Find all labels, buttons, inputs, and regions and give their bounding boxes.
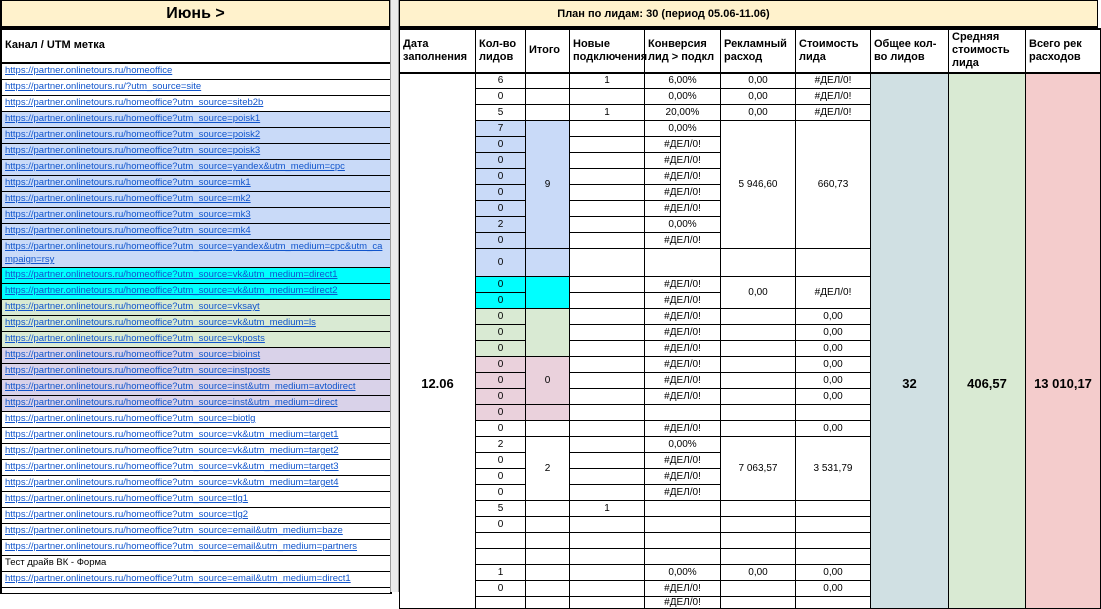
conversion-cell[interactable]: #ДЕЛ/0! (645, 293, 721, 309)
new-connections-cell[interactable] (570, 453, 645, 469)
conversion-cell[interactable]: #ДЕЛ/0! (645, 153, 721, 169)
channel-cell[interactable] (1, 191, 391, 207)
leads-cell[interactable]: 0 (476, 469, 526, 485)
leads-cell[interactable]: 0 (476, 277, 526, 293)
table-row (1, 571, 391, 587)
new-connections-cell[interactable] (570, 581, 645, 597)
new-connections-cell[interactable] (570, 469, 645, 485)
leads-cell[interactable]: 0 (476, 137, 526, 153)
total-cell[interactable] (526, 597, 570, 609)
table-row (1, 299, 391, 315)
ad-spend-cell[interactable] (721, 341, 796, 357)
ad-spend-cell[interactable]: 0,00 (721, 277, 796, 309)
lead-cost-cell[interactable] (796, 249, 871, 277)
leads-cell[interactable]: 0 (476, 453, 526, 469)
leads-cell[interactable]: 0 (476, 249, 526, 277)
channel-cell[interactable] (1, 507, 391, 523)
channel-link[interactable]: https://partner.onlinetours.ru/homeoffice?utm_source=siteb2b (5, 97, 264, 108)
lead-cost-cell[interactable]: #ДЕЛ/0! (796, 89, 871, 105)
conversion-cell[interactable]: 0,00% (645, 121, 721, 137)
new-connections-cell[interactable] (570, 405, 645, 421)
channel-link[interactable]: https://partner.onlinetours.ru/homeoffice?utm_source=email&utm_medium=baze (5, 525, 343, 536)
avg-lead-cost-summary-cell[interactable] (949, 73, 1026, 609)
leads-cell[interactable]: 1 (476, 565, 526, 581)
channel-link[interactable]: https://partner.onlinetours.ru/homeoffice?utm_source=vksayt (5, 301, 260, 312)
ad-spend-cell[interactable] (721, 597, 796, 609)
channel-cell[interactable] (1, 175, 391, 191)
table-row (1, 331, 391, 347)
new-connections-cell[interactable] (570, 565, 645, 581)
new-connections-cell[interactable] (570, 121, 645, 137)
conversion-cell[interactable]: #ДЕЛ/0! (645, 581, 721, 597)
conversion-cell[interactable]: 6,00% (645, 73, 721, 89)
lead-cost-cell[interactable]: 0,00 (796, 421, 871, 437)
conversion-cell[interactable]: #ДЕЛ/0! (645, 373, 721, 389)
table-row (1, 283, 391, 299)
fill-date-cell[interactable] (400, 73, 476, 609)
ad-spend-cell[interactable] (721, 373, 796, 389)
lead-cost-cell[interactable]: #ДЕЛ/0! (796, 73, 871, 89)
new-connections-cell[interactable] (570, 217, 645, 233)
new-connections-cell[interactable] (570, 233, 645, 249)
channel-cell[interactable] (1, 571, 391, 587)
total-cell[interactable] (526, 309, 570, 357)
ad-spend-cell[interactable] (721, 357, 796, 373)
table-row (1, 159, 391, 175)
lead-cost-cell[interactable]: 3 531,79 (796, 437, 871, 501)
col-header-channel: Канал / UTM метка (1, 29, 391, 63)
channel-link[interactable]: https://partner.onlinetours.ru/homeoffice?utm_source=yandex&utm_medium=cpc (5, 161, 345, 172)
new-connections-cell[interactable] (570, 533, 645, 549)
conversion-cell[interactable]: 0,00% (645, 565, 721, 581)
channel-link[interactable]: https://partner.onlinetours.ru/homeoffice?utm_source=vk&utm_medium=target4 (5, 477, 339, 488)
conversion-cell[interactable]: #ДЕЛ/0! (645, 233, 721, 249)
leads-cell[interactable]: 0 (476, 89, 526, 105)
new-connections-cell[interactable] (570, 201, 645, 217)
leads-cell[interactable]: 0 (476, 201, 526, 217)
channel-link[interactable]: https://partner.onlinetours.ru/homeoffice?utm_source=vkposts (5, 333, 265, 344)
conversion-cell[interactable] (645, 517, 721, 533)
channel-link[interactable]: https://partner.onlinetours.ru/homeoffice?utm_source=mk4 (5, 225, 251, 236)
ad-spend-cell[interactable] (721, 421, 796, 437)
channel-link[interactable]: https://partner.onlinetours.ru/homeoffice?utm_source=vk&utm_medium=direct2 (5, 285, 338, 296)
table-row (1, 395, 391, 411)
new-connections-cell[interactable] (570, 517, 645, 533)
conversion-cell[interactable]: #ДЕЛ/0! (645, 485, 721, 501)
channel-cell[interactable] (1, 299, 391, 315)
lead-cost-cell[interactable]: 0,00 (796, 341, 871, 357)
total-cell[interactable] (526, 533, 570, 549)
col-header-new-connections: Новые подключения (570, 29, 645, 73)
total-cell[interactable] (526, 249, 570, 277)
new-connections-cell[interactable] (570, 549, 645, 565)
table-row (1, 143, 391, 159)
leads-cell[interactable]: 0 (476, 309, 526, 325)
leads-cell[interactable]: 0 (476, 405, 526, 421)
table-row (1, 379, 391, 395)
new-connections-cell[interactable] (570, 185, 645, 201)
ad-spend-cell[interactable]: 7 063,57 (721, 437, 796, 501)
ad-spend-cell[interactable] (721, 581, 796, 597)
channel-cell[interactable] (1, 239, 391, 267)
channel-link[interactable]: https://partner.onlinetours.ru/homeoffice?utm_source=mk2 (5, 193, 251, 204)
ad-spend-cell[interactable] (721, 517, 796, 533)
total-cell[interactable] (526, 105, 570, 121)
table-row (1, 539, 391, 555)
ad-spend-cell[interactable] (721, 309, 796, 325)
ad-spend-cell[interactable]: 0,00 (721, 73, 796, 89)
lead-cost-cell[interactable] (796, 549, 871, 565)
conversion-cell[interactable]: #ДЕЛ/0! (645, 309, 721, 325)
conversion-cell[interactable]: #ДЕЛ/0! (645, 421, 721, 437)
conversion-cell[interactable] (645, 249, 721, 277)
col-header-conversion: Конверсия лид > подкл (645, 29, 721, 73)
channel-cell[interactable] (1, 443, 391, 459)
channel-link[interactable]: https://partner.onlinetours.ru/homeoffice?utm_source=biotlg (5, 413, 256, 424)
table-row (1, 411, 391, 427)
table-row (1, 523, 391, 539)
lead-cost-cell[interactable] (796, 405, 871, 421)
total-cell[interactable] (526, 565, 570, 581)
total-cell[interactable] (526, 89, 570, 105)
new-connections-cell[interactable]: 1 (570, 105, 645, 121)
table-row (1, 111, 391, 127)
total-leads-summary-cell[interactable] (871, 73, 949, 609)
lead-cost-cell[interactable] (796, 501, 871, 517)
col-header-leads: Кол-во лидов (476, 29, 526, 73)
total-cell[interactable] (526, 421, 570, 437)
table-row (1, 475, 391, 491)
ad-spend-cell[interactable] (721, 389, 796, 405)
conversion-cell[interactable]: 0,00% (645, 89, 721, 105)
channel-link[interactable]: https://partner.onlinetours.ru/homeoffice?utm_source=poisk2 (5, 129, 261, 140)
leads-cell[interactable]: 0 (476, 373, 526, 389)
lead-cost-cell[interactable]: 660,73 (796, 121, 871, 249)
data-pane (399, 0, 1098, 609)
lead-cost-cell[interactable]: 0,00 (796, 325, 871, 341)
col-header-total: Итого (526, 29, 570, 73)
table-row (1, 79, 391, 95)
lead-cost-cell[interactable]: 0,00 (796, 389, 871, 405)
channel-cell[interactable] (1, 459, 391, 475)
leads-cell[interactable]: 0 (476, 293, 526, 309)
table-row (1, 191, 391, 207)
conversion-cell[interactable]: #ДЕЛ/0! (645, 389, 721, 405)
ad-spend-cell[interactable]: 5 946,60 (721, 121, 796, 249)
frozen-channel-pane (0, 0, 390, 592)
channel-table (0, 28, 392, 594)
conversion-cell[interactable]: #ДЕЛ/0! (645, 469, 721, 485)
channel-cell[interactable] (1, 267, 391, 283)
channel-link[interactable]: https://partner.onlinetours.ru/homeoffice?utm_source=inst&utm_medium=avtodirect (5, 381, 356, 392)
new-connections-cell[interactable] (570, 137, 645, 153)
new-connections-cell[interactable] (570, 437, 645, 453)
new-connections-cell[interactable] (570, 485, 645, 501)
new-connections-cell[interactable] (570, 357, 645, 373)
conversion-cell[interactable]: #ДЕЛ/0! (645, 277, 721, 293)
channel-cell[interactable]: Тест драйв ВК - Форма (1, 555, 391, 571)
ad-spend-cell[interactable]: 0,00 (721, 565, 796, 581)
ad-spend-cell[interactable] (721, 533, 796, 549)
channel-cell[interactable] (1, 223, 391, 239)
new-connections-cell[interactable] (570, 389, 645, 405)
ad-spend-cell[interactable] (721, 405, 796, 421)
ad-spend-cell[interactable]: 0,00 (721, 89, 796, 105)
leads-cell[interactable]: 0 (476, 357, 526, 373)
channel-cell[interactable] (1, 539, 391, 555)
channel-cell[interactable] (1, 363, 391, 379)
lead-cost-cell[interactable]: 0,00 (796, 309, 871, 325)
ad-spend-cell[interactable]: 0,00 (721, 105, 796, 121)
conversion-cell[interactable]: #ДЕЛ/0! (645, 325, 721, 341)
conversion-cell[interactable] (645, 501, 721, 517)
channel-cell[interactable] (1, 283, 391, 299)
data-table (399, 28, 1101, 609)
total-cell[interactable]: 9 (526, 121, 570, 249)
ad-spend-cell[interactable] (721, 501, 796, 517)
new-connections-cell[interactable] (570, 153, 645, 169)
conversion-cell[interactable]: #ДЕЛ/0! (645, 137, 721, 153)
ad-spend-cell[interactable] (721, 549, 796, 565)
conversion-cell[interactable]: #ДЕЛ/0! (645, 341, 721, 357)
new-connections-cell[interactable] (570, 169, 645, 185)
new-connections-cell[interactable] (570, 325, 645, 341)
leads-cell[interactable]: 0 (476, 485, 526, 501)
leads-cell[interactable]: 0 (476, 389, 526, 405)
channel-link[interactable]: https://partner.onlinetours.ru/homeoffice?utm_source=vk&utm_medium=ls (5, 317, 316, 328)
channel-cell[interactable] (1, 95, 391, 111)
channel-cell[interactable] (1, 111, 391, 127)
new-connections-cell[interactable] (570, 597, 645, 609)
channel-cell[interactable] (1, 491, 391, 507)
col-header-total-ad-spend: Всего рек расходов (1026, 29, 1101, 73)
channel-link[interactable]: https://partner.onlinetours.ru/homeoffice?utm_source=vk&utm_medium=target1 (5, 429, 339, 440)
new-connections-cell[interactable] (570, 309, 645, 325)
channel-link[interactable]: https://partner.onlinetours.ru/homeoffice?utm_source=poisk3 (5, 145, 261, 156)
table-row (1, 95, 391, 111)
total-cell[interactable]: 0 (526, 357, 570, 405)
total-leads-summary-cell-value: 32 (902, 375, 917, 391)
table-row (1, 175, 391, 191)
month-header[interactable]: Июнь > (0, 0, 390, 28)
leads-cell[interactable]: 0 (476, 153, 526, 169)
channel-link[interactable]: https://partner.onlinetours.ru/homeoffice?utm_source=poisk1 (5, 113, 261, 124)
col-header-ad-spend: Рекламный расход (721, 29, 796, 73)
channel-link[interactable]: https://partner.onlinetours.ru/homeoffice?utm_source=vk&utm_medium=target3 (5, 461, 339, 472)
channel-cell[interactable] (1, 587, 391, 593)
table-row (1, 315, 391, 331)
conversion-cell[interactable]: #ДЕЛ/0! (645, 185, 721, 201)
channel-link[interactable]: https://partner.onlinetours.ru/homeoffice?utm_source=inst&utm_medium=direct (5, 397, 338, 408)
channel-cell[interactable] (1, 315, 391, 331)
new-connections-cell[interactable] (570, 341, 645, 357)
table-row (1, 63, 391, 79)
new-connections-cell[interactable] (570, 249, 645, 277)
new-connections-cell[interactable] (570, 89, 645, 105)
total-cell[interactable] (526, 549, 570, 565)
channel-cell[interactable] (1, 159, 391, 175)
total-cell[interactable]: 2 (526, 437, 570, 501)
conversion-cell[interactable] (645, 405, 721, 421)
leads-cell[interactable]: 5 (476, 105, 526, 121)
channel-cell[interactable] (1, 331, 391, 347)
new-connections-cell[interactable] (570, 277, 645, 293)
lead-cost-cell[interactable]: #ДЕЛ/0! (796, 277, 871, 309)
channel-link[interactable]: https://partner.onlinetours.ru/homeoffice?utm_source=vk&utm_medium=target2 (5, 445, 339, 456)
leads-cell[interactable]: 0 (476, 581, 526, 597)
col-header-date: Дата заполнения (400, 29, 476, 73)
channel-link[interactable]: https://partner.onlinetours.ru/homeoffice?utm_source=vk&utm_medium=direct1 (5, 269, 338, 280)
channel-link[interactable]: https://partner.onlinetours.ru/homeoffice?utm_source=mk1 (5, 177, 251, 188)
conversion-cell[interactable]: 0,00% (645, 437, 721, 453)
total-ad-spend-summary-cell[interactable] (1026, 73, 1101, 609)
plan-header: План по лидам: 30 (период 05.06-11.06) (399, 0, 1098, 28)
conversion-cell[interactable] (645, 533, 721, 549)
avg-lead-cost-summary-cell-value: 406,57 (967, 375, 1007, 391)
leads-cell[interactable] (476, 597, 526, 609)
conversion-cell[interactable] (645, 549, 721, 565)
channel-link[interactable]: https://partner.onlinetours.ru/homeoffice?utm_source=tlg1 (5, 493, 249, 504)
conversion-cell[interactable]: #ДЕЛ/0! (645, 453, 721, 469)
channel-cell[interactable] (1, 79, 391, 95)
table-row (1, 587, 391, 593)
table-row (1, 443, 391, 459)
new-connections-cell[interactable] (570, 373, 645, 389)
conversion-cell[interactable]: #ДЕЛ/0! (645, 169, 721, 185)
col-header-total-leads: Общее кол-во лидов (871, 29, 949, 73)
ad-spend-cell[interactable] (721, 325, 796, 341)
table-row (1, 507, 391, 523)
channel-cell[interactable] (1, 143, 391, 159)
new-connections-cell[interactable] (570, 421, 645, 437)
total-cell[interactable] (526, 277, 570, 309)
ad-spend-cell[interactable] (721, 249, 796, 277)
conversion-cell[interactable]: #ДЕЛ/0! (645, 201, 721, 217)
channel-link[interactable]: https://partner.onlinetours.ru/homeoffice (5, 65, 173, 77)
col-header-avg-lead-cost: Средняя стоимость лида (949, 29, 1026, 73)
lead-cost-cell[interactable] (796, 533, 871, 549)
conversion-cell[interactable]: 20,00% (645, 105, 721, 121)
conversion-cell[interactable]: #ДЕЛ/0! (645, 357, 721, 373)
channel-cell[interactable] (1, 379, 391, 395)
leads-cell[interactable]: 0 (476, 169, 526, 185)
lead-cost-cell[interactable]: 0,00 (796, 581, 871, 597)
lead-cost-cell[interactable]: 0,00 (796, 565, 871, 581)
new-connections-cell[interactable]: 1 (570, 73, 645, 89)
leads-cell[interactable] (476, 549, 526, 565)
leads-cell[interactable]: 0 (476, 233, 526, 249)
table-row (1, 127, 391, 143)
total-cell[interactable] (526, 405, 570, 421)
lead-cost-cell[interactable]: 0,00 (796, 357, 871, 373)
total-ad-spend-summary-cell-value: 13 010,17 (1034, 375, 1092, 391)
table-row (1, 459, 391, 475)
channel-link[interactable]: https://partner.onlinetours.ru/?utm_source=site (5, 81, 202, 92)
leads-cell[interactable]: 0 (476, 421, 526, 437)
leads-cell[interactable]: 2 (476, 437, 526, 453)
leads-cell[interactable] (476, 533, 526, 549)
table-row (1, 491, 391, 507)
leads-cell[interactable]: 6 (476, 73, 526, 89)
channel-link[interactable]: https://partner.onlinetours.ru/homeoffice?utm_source=email&utm_medium=direct1 (5, 573, 351, 584)
channel-cell[interactable] (1, 207, 391, 223)
channel-cell[interactable] (1, 63, 391, 79)
lead-cost-cell[interactable] (796, 597, 871, 609)
channel-cell[interactable] (1, 427, 391, 443)
channel-cell[interactable] (1, 347, 391, 363)
total-cell[interactable] (526, 73, 570, 89)
col-header-lead-cost: Стоимость лида (796, 29, 871, 73)
table-row (1, 427, 391, 443)
table-row (400, 73, 1101, 89)
table-row (1, 223, 391, 239)
frozen-pane-divider[interactable] (390, 0, 399, 592)
channel-link[interactable]: https://partner.onlinetours.ru/homeoffice?utm_source=email&utm_medium=partners (5, 541, 358, 552)
total-cell[interactable] (526, 517, 570, 533)
channel-link[interactable]: https://partner.onlinetours.ru/homeoffice?utm_source=yandex&utm_medium=cpc&utm_campaign=rsy (5, 241, 383, 265)
channel-cell[interactable] (1, 395, 391, 411)
table-row (1, 207, 391, 223)
leads-cell[interactable]: 0 (476, 325, 526, 341)
lead-cost-cell[interactable]: #ДЕЛ/0! (796, 105, 871, 121)
lead-cost-cell[interactable] (796, 517, 871, 533)
table-row (1, 267, 391, 283)
leads-cell[interactable]: 0 (476, 185, 526, 201)
channel-cell[interactable] (1, 411, 391, 427)
leads-cell[interactable]: 0 (476, 341, 526, 357)
new-connections-cell[interactable] (570, 293, 645, 309)
new-connections-cell[interactable]: 1 (570, 501, 645, 517)
table-row (1, 347, 391, 363)
channel-link[interactable]: https://partner.onlinetours.ru/homeoffice?utm_source=mk3 (5, 209, 251, 220)
channel-link[interactable]: https://partner.onlinetours.ru/homeoffice?utm_source=tlg2 (5, 509, 249, 520)
leads-cell[interactable]: 7 (476, 121, 526, 137)
leads-cell[interactable]: 0 (476, 517, 526, 533)
channel-cell[interactable] (1, 523, 391, 539)
channel-link[interactable]: https://partner.onlinetours.ru/homeoffice?utm_source=bioinst (5, 349, 261, 360)
lead-cost-cell[interactable]: 0,00 (796, 373, 871, 389)
column-header-row (400, 29, 1101, 73)
leads-cell[interactable]: 2 (476, 217, 526, 233)
channel-link[interactable]: https://partner.onlinetours.ru/homeoffice?utm_source=instposts (5, 365, 271, 376)
table-row (1, 363, 391, 379)
column-header-row (1, 29, 391, 63)
total-cell[interactable] (526, 581, 570, 597)
table-row (1, 555, 391, 571)
conversion-cell[interactable]: #ДЕЛ/0! (645, 597, 721, 609)
leads-cell[interactable]: 5 (476, 501, 526, 517)
fill-date-value: 12.06 (421, 375, 454, 391)
channel-cell[interactable] (1, 475, 391, 491)
channel-cell[interactable] (1, 127, 391, 143)
conversion-cell[interactable]: 0,00% (645, 217, 721, 233)
table-row (1, 239, 391, 267)
total-cell[interactable] (526, 501, 570, 517)
